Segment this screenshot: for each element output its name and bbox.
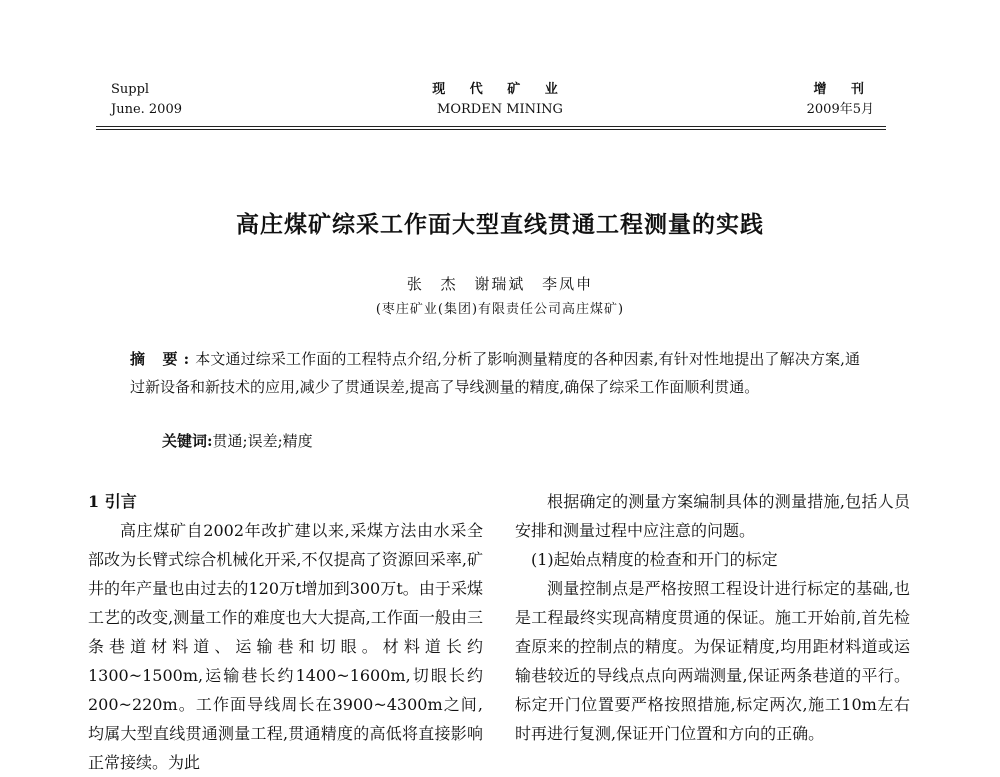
header-right	[807, 80, 874, 120]
abstract	[130, 345, 860, 401]
section-heading: 1 引言	[88, 492, 137, 511]
right-column	[515, 487, 910, 748]
author-affiliation: (枣庄矿业(集团)有限责任公司高庄煤矿)	[375, 302, 625, 317]
keywords	[162, 430, 313, 451]
control-point-paragraph: 测量控制点是严格按照工程设计进行标定的基础,也是工程最终实现高精度贯通的保证。施工开始前,首先检查原来的控制点的精度。为保证精度,均用距材料道或运输巷较近的导线点点向两端测量,保证两条巷道的平行。标定开门位置要严格按照措施,标定两次,施工10m左右时再进行复测,保证开门位置和方向的正确。	[515, 579, 910, 743]
left-column	[88, 487, 483, 777]
article-title: 高庄煤矿综采工作面大型直线贯通工程测量的实践	[236, 211, 764, 238]
header-rule	[96, 126, 886, 127]
journal-name-en: MORDEN MINING	[437, 102, 563, 117]
header-rule-double	[96, 129, 886, 130]
issue-date-en: June. 2009	[111, 102, 182, 117]
measure-paragraph: 根据确定的测量方案编制具体的测量措施,包括人员安排和测量过程中应注意的问题。	[515, 492, 910, 540]
subsection-heading: (1)起始点精度的检查和开门的标定	[531, 550, 778, 569]
journal-name-zh: 现 代 矿 业	[432, 82, 568, 97]
abstract-label: 摘 要:	[130, 350, 196, 368]
supplement-label-zh: 增 刊	[813, 82, 874, 97]
keywords-text: 贯通;误差;精度	[212, 432, 313, 450]
abstract-text: 本文通过综采工作面的工程特点介绍,分析了影响测量精度的各种因素,有针对性地提出了解决方案,通过新设备和新技术的应用,减少了贯通误差,提高了导线测量的精度,确保了综采工作面顺利贯通。	[130, 350, 860, 396]
keywords-label: 关键词:	[162, 432, 213, 450]
supplement-label: Suppl	[111, 82, 150, 97]
intro-paragraph: 高庄煤矿自2002年改扩建以来,采煤方法由水采全部改为长臂式综合机械化开采,不仅提高了资源回采率,矿井的年产量也由过去的120万t增加到300万t。由于采煤工艺的改变,测量工作的难度也大大提高,工作面一般由三条巷道材料道、运输巷和切眼。材料道长约1300~1500m,运输巷长约1400~1600m,切眼长约200~220m。工作面导线周长在3900~4300m之间,均属大型直线贯通测量工程,贯通精度的高低将直接影响正常接续。为此	[88, 521, 483, 772]
issue-date-zh: 2009年5月	[806, 102, 874, 117]
article-authors: 张 杰 谢瑞斌 李凤申	[406, 275, 594, 293]
